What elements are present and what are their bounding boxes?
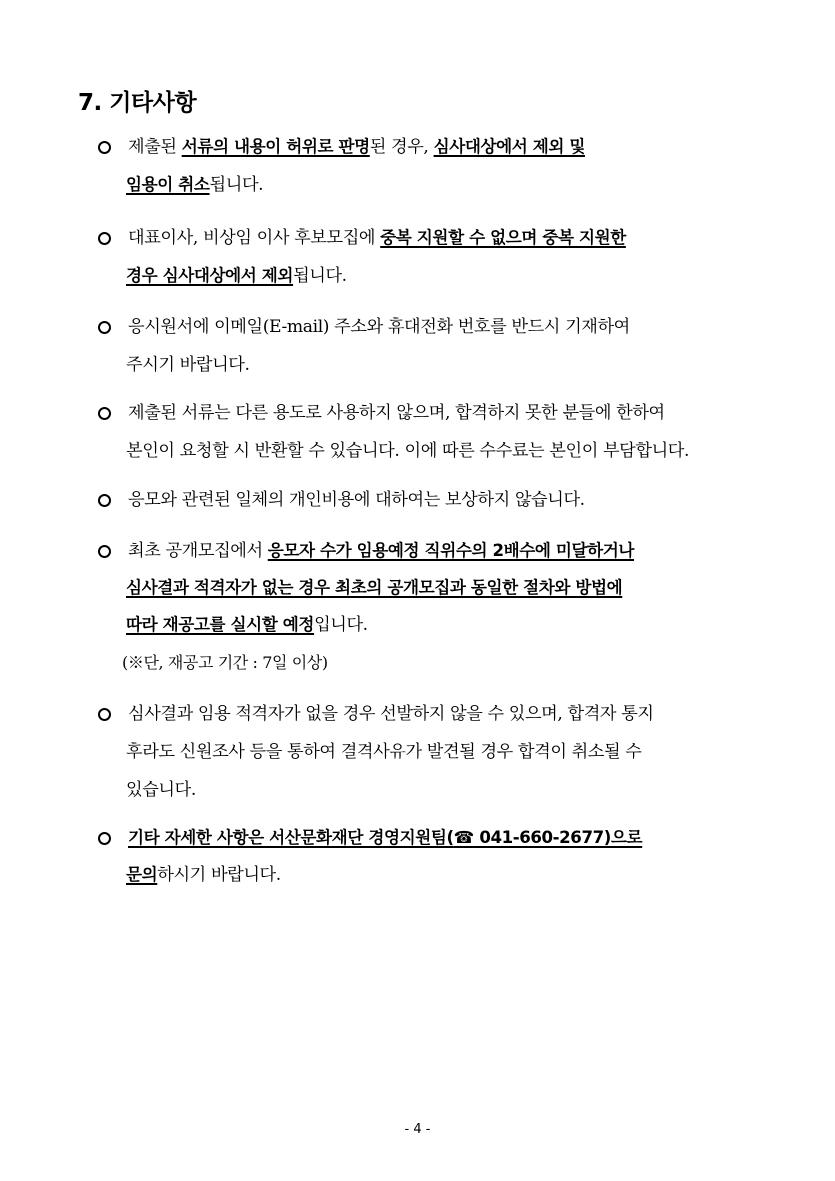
item-line: 제출된 서류는 다른 용도로 사용하지 않으며, 합격하지 못한 분들에 한하여	[128, 403, 665, 423]
page-number: - 4 -	[404, 1122, 431, 1137]
circle-bullet-icon	[98, 494, 111, 507]
item-line: 있습니다.	[126, 780, 196, 800]
item-line: 응시원서에 이메일(E-mail) 주소와 휴대전화 번호를 반드시 기재하여	[128, 317, 630, 337]
circle-bullet-icon	[98, 545, 111, 558]
item-line: 대표이사, 비상임 이사 후보모집에 중복 지원할 수 없으며 중복 지원한	[128, 228, 626, 248]
phone-icon: ☎	[453, 828, 474, 847]
item-line: 심사결과 적격자가 없는 경우 최초의 공개모집과 동일한 절차와 방법에	[126, 578, 623, 597]
item-line: 주시기 바랍니다.	[126, 355, 250, 375]
item-line: 임용이 취소됩니다.	[126, 175, 264, 195]
circle-bullet-icon	[98, 708, 111, 721]
circle-bullet-icon	[98, 407, 111, 420]
item-line: 심사결과 임용 적격자가 없을 경우 선발하지 않을 수 있으며, 합격자 통지	[128, 704, 654, 724]
circle-bullet-icon	[98, 232, 111, 245]
item-note: (※단, 재공고 기간 : 7일 이상)	[122, 653, 328, 672]
item-line: 기타 자세한 사항은 서산문화재단 경영지원팀(☎ 041-660-2677)으로	[128, 828, 643, 847]
circle-bullet-icon	[98, 141, 111, 154]
item-line: 최초 공개모집에서 응모자 수가 임용예정 직위수의 2배수에 미달하거나	[128, 541, 635, 561]
circle-bullet-icon	[98, 321, 111, 334]
item-line: 문의하시기 바랍니다.	[126, 865, 281, 885]
section-title: 7. 기타사항	[78, 90, 197, 116]
item-line: 경우 심사대상에서 제외됩니다.	[126, 266, 347, 286]
item-line: 본인이 요청할 시 반환할 수 있습니다. 이에 따른 수수료는 본인이 부담합니다.	[126, 441, 690, 461]
circle-bullet-icon	[98, 832, 111, 845]
item-line: 따라 재공고를 실시할 예정입니다.	[126, 615, 368, 635]
item-line: 후라도 신원조사 등을 통하여 결격사유가 발견될 경우 합격이 취소될 수	[126, 742, 642, 762]
item-line: 응모와 관련된 일체의 개인비용에 대하여는 보상하지 않습니다.	[128, 490, 585, 510]
item-line: 제출된 서류의 내용이 허위로 판명된 경우, 심사대상에서 제외 및	[128, 137, 585, 157]
